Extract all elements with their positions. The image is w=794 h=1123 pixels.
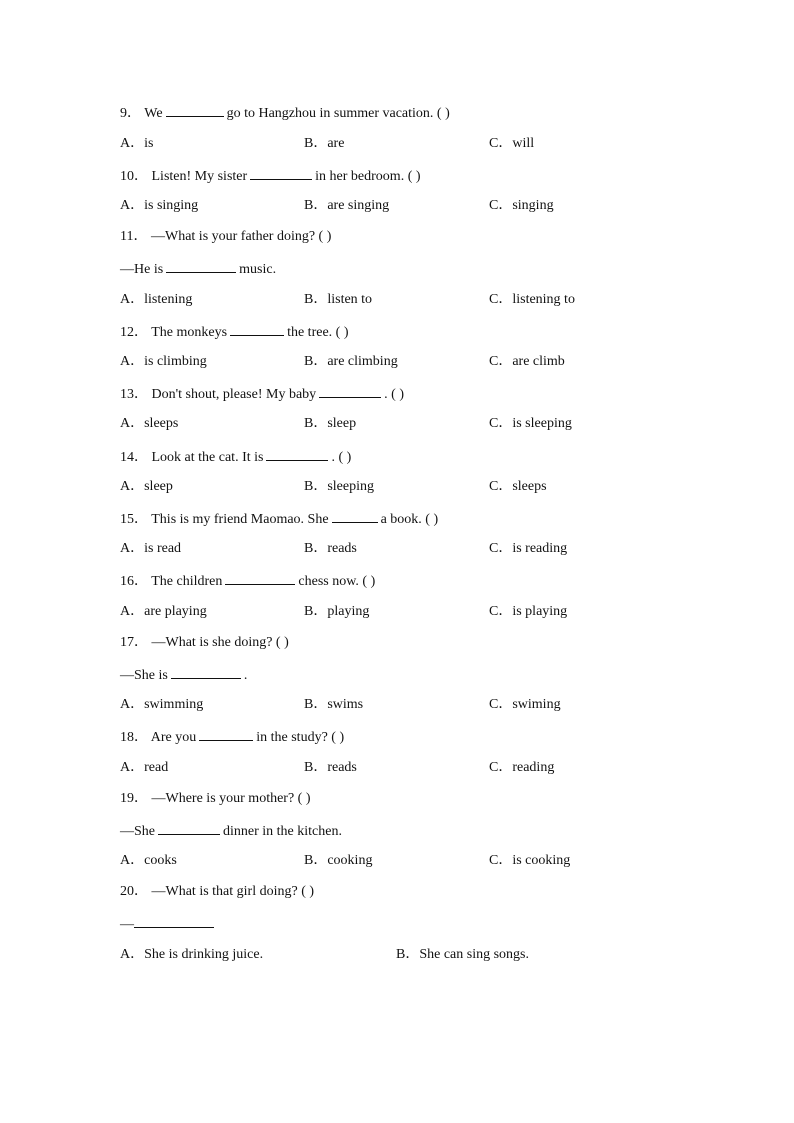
option-b: B．swims bbox=[304, 697, 364, 712]
option-a: A．is singing bbox=[120, 198, 199, 213]
option-c: C．is cooking bbox=[489, 853, 571, 868]
answer-line-post: music. bbox=[239, 262, 277, 277]
answer-blank bbox=[230, 322, 284, 336]
question-number: 19． bbox=[120, 791, 148, 806]
question-text-pre: Don't shout, please! My baby bbox=[151, 387, 317, 402]
question-number: 15． bbox=[120, 512, 148, 527]
question-9 bbox=[120, 103, 450, 123]
option-c: C．sleeps bbox=[489, 479, 547, 494]
question-number: 9． bbox=[120, 106, 141, 121]
answer-line-pre: — bbox=[120, 917, 134, 932]
question-number: 17． bbox=[120, 635, 148, 650]
answer-blank bbox=[225, 571, 295, 585]
option-a: A．sleeps bbox=[120, 416, 179, 431]
option-a: A．swimming bbox=[120, 697, 204, 712]
question-19-answer-line bbox=[120, 821, 342, 841]
question-18 bbox=[120, 727, 344, 747]
option-a: A．is climbing bbox=[120, 354, 207, 369]
question-16 bbox=[120, 571, 375, 591]
question-11 bbox=[120, 228, 331, 246]
answer-blank bbox=[332, 509, 378, 523]
question-text-pre: Listen! My sister bbox=[151, 169, 248, 184]
question-text-post: chess now. ( ) bbox=[298, 574, 376, 589]
question-text-post: . ( ) bbox=[384, 387, 404, 402]
option-c: C．is reading bbox=[489, 541, 568, 556]
question-text-pre: The children bbox=[151, 574, 223, 589]
option-a: A．She is drinking juice. bbox=[120, 947, 264, 962]
answer-line-pre: —She is bbox=[120, 668, 168, 683]
option-b: B．reads bbox=[304, 541, 357, 556]
question-text: —Where is your mother? ( ) bbox=[151, 791, 311, 806]
question-number: 14． bbox=[120, 450, 148, 465]
answer-blank bbox=[166, 103, 224, 117]
option-c: C．swiming bbox=[489, 697, 561, 712]
question-11-answer-line bbox=[120, 259, 276, 279]
option-b: B．are climbing bbox=[304, 354, 398, 369]
question-10 bbox=[120, 166, 421, 186]
question-text-pre: We bbox=[144, 106, 163, 121]
option-b: B．are bbox=[304, 136, 345, 151]
answer-blank bbox=[266, 447, 328, 461]
question-12 bbox=[120, 322, 349, 342]
option-c: C．singing bbox=[489, 198, 554, 213]
question-text-pre: Are you bbox=[150, 730, 197, 745]
option-c: C．are climb bbox=[489, 354, 565, 369]
option-a: A．listening bbox=[120, 292, 193, 307]
question-text-post: a book. ( ) bbox=[380, 512, 439, 527]
option-c: C．will bbox=[489, 136, 535, 151]
question-number: 10． bbox=[120, 169, 148, 184]
answer-line-post: dinner in the kitchen. bbox=[223, 824, 342, 839]
answer-line-pre: —He is bbox=[120, 262, 164, 277]
question-text-post: in the study? ( ) bbox=[256, 730, 345, 745]
question-19 bbox=[120, 790, 311, 808]
question-13 bbox=[120, 384, 404, 404]
question-text-pre: This is my friend Maomao. She bbox=[151, 512, 329, 527]
answer-blank bbox=[319, 384, 381, 398]
option-b: B．cooking bbox=[304, 853, 373, 868]
question-15 bbox=[120, 509, 438, 529]
option-c: C．is sleeping bbox=[489, 416, 572, 431]
question-text-post: in her bedroom. ( ) bbox=[315, 169, 421, 184]
answer-line-post: . bbox=[243, 668, 248, 683]
answer-blank bbox=[250, 166, 312, 180]
question-20-answer-line bbox=[120, 914, 217, 934]
question-17-answer-line bbox=[120, 665, 247, 685]
question-text-pre: Look at the cat. It is bbox=[151, 450, 264, 465]
question-number: 13． bbox=[120, 387, 148, 402]
option-b: B．reads bbox=[304, 760, 357, 775]
question-text: —What is your father doing? ( ) bbox=[150, 229, 332, 244]
answer-blank bbox=[199, 727, 253, 741]
question-number: 11． bbox=[120, 229, 148, 244]
question-number: 18． bbox=[120, 730, 148, 745]
answer-blank bbox=[158, 821, 220, 835]
question-17 bbox=[120, 634, 289, 652]
answer-line-pre: —She bbox=[120, 824, 155, 839]
question-text-post: . ( ) bbox=[331, 450, 352, 465]
option-a: A．is read bbox=[120, 541, 182, 556]
option-a: A．read bbox=[120, 760, 169, 775]
option-c: C．is playing bbox=[489, 604, 568, 619]
answer-blank bbox=[134, 914, 214, 928]
question-text: —What is she doing? ( ) bbox=[151, 635, 289, 650]
option-b: B．playing bbox=[304, 604, 370, 619]
answer-blank bbox=[171, 665, 241, 679]
question-20 bbox=[120, 883, 314, 901]
option-b: B．are singing bbox=[304, 198, 390, 213]
option-c: C．reading bbox=[489, 760, 555, 775]
question-number: 12． bbox=[120, 325, 148, 340]
answer-blank bbox=[166, 259, 236, 273]
question-14 bbox=[120, 447, 351, 467]
question-text: —What is that girl doing? ( ) bbox=[151, 884, 315, 899]
option-a: A．is bbox=[120, 136, 154, 151]
question-text-post: the tree. ( ) bbox=[287, 325, 349, 340]
option-b: B．listen to bbox=[304, 292, 373, 307]
question-text-post: go to Hangzhou in summer vacation. ( ) bbox=[226, 106, 450, 121]
option-b: B．sleeping bbox=[304, 479, 374, 494]
option-a: A．cooks bbox=[120, 853, 177, 868]
option-a: A．are playing bbox=[120, 604, 207, 619]
option-c: C．listening to bbox=[489, 292, 575, 307]
question-number: 16． bbox=[120, 574, 148, 589]
option-b: B．sleep bbox=[304, 416, 357, 431]
question-text-pre: The monkeys bbox=[151, 325, 228, 340]
question-number: 20． bbox=[120, 884, 148, 899]
option-a: A．sleep bbox=[120, 479, 173, 494]
option-b: B．She can sing songs. bbox=[396, 947, 529, 962]
